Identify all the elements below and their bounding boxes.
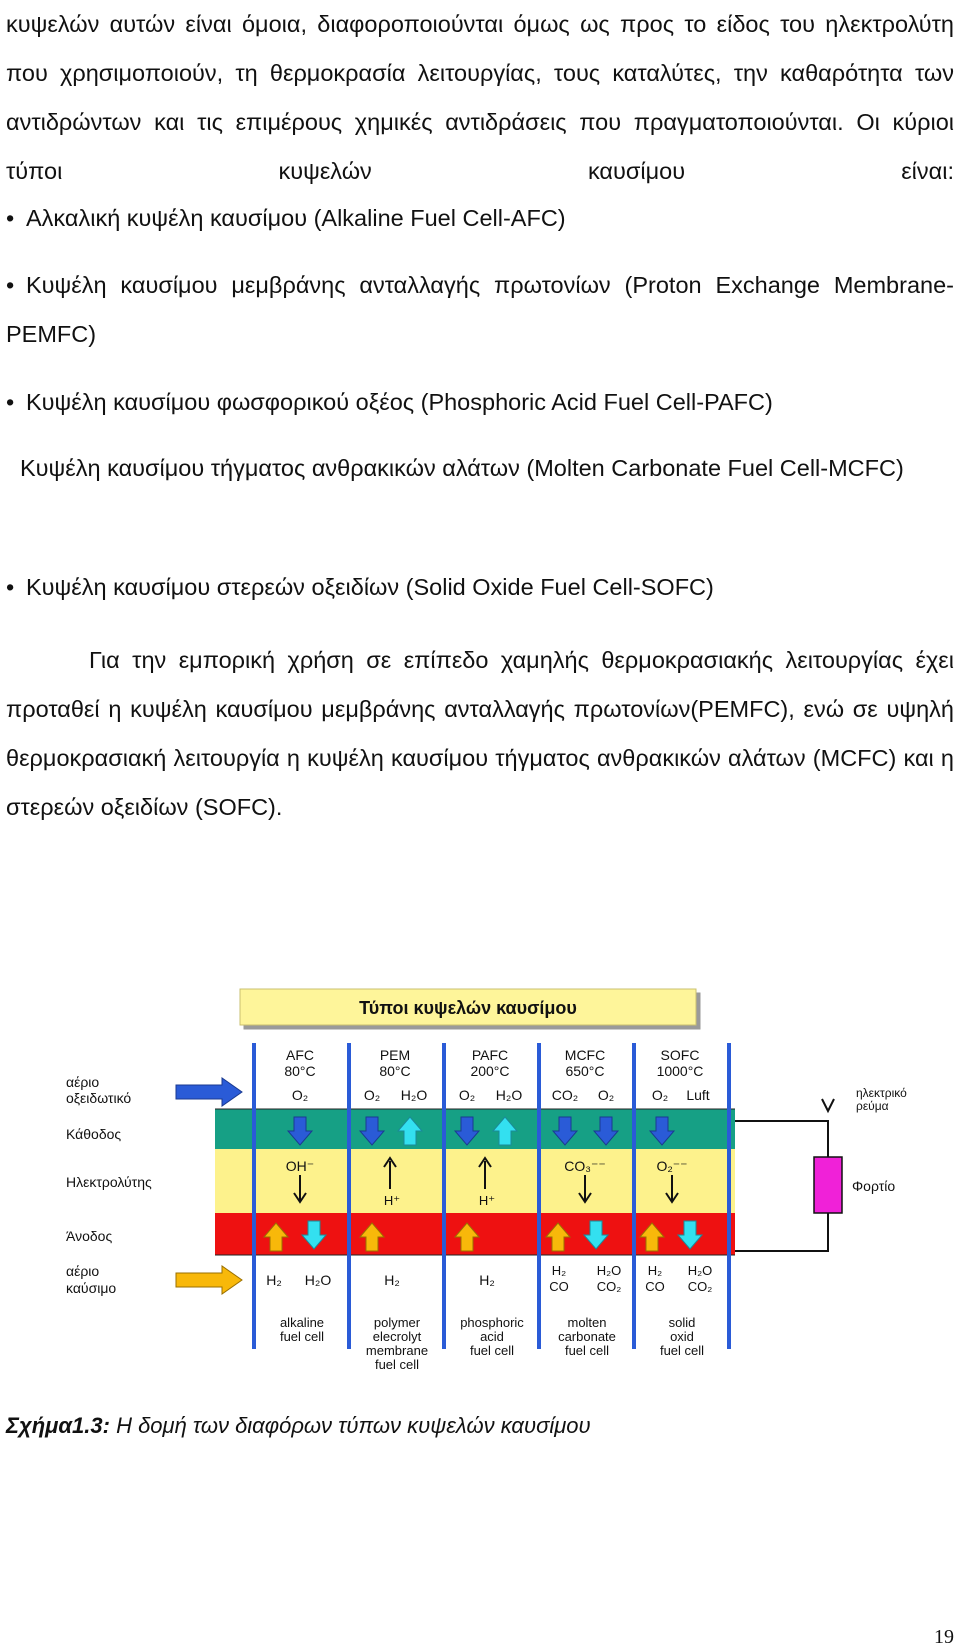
oxidant-input-arrow — [176, 1078, 242, 1106]
label-fuel-line2: καύσιμο — [66, 1280, 117, 1296]
column-description: solid — [668, 1315, 696, 1330]
bullet-dot — [0, 444, 20, 493]
intro-paragraph: κυψελών αυτών είναι όμοια, διαφοροποιούνται όμως ως προς το είδος του ηλεκτρολύτη που χρησιμοποιούν, τη θερμοκρασία λειτουργίας, τους καταλύτες, την καθαρότητα των αντιδρώντων και τις επιμέρους χημικές αντιδράσεις που πραγματοποιούνται. Οι κύριοι τύποι κυψελών καυσίμου είναι: — [6, 11, 954, 184]
column-temp: 200°C — [470, 1063, 510, 1079]
load-box — [814, 1157, 842, 1213]
fuel-species: H₂O — [687, 1263, 713, 1278]
bullet-text: Κυψέλη καυσίμου στερεών οξειδίων (Solid Oxide Fuel Cell-SOFC) — [26, 574, 714, 600]
column-name: AFC — [286, 1047, 314, 1063]
oxidant-species: O₂ — [363, 1087, 381, 1103]
fuel-species: CO — [549, 1279, 569, 1294]
ion-label: H⁺ — [478, 1193, 496, 1208]
column-description: elecrolyt — [372, 1329, 422, 1344]
fuel-species: H₂O — [596, 1263, 622, 1278]
column-description: fuel cell — [374, 1357, 420, 1372]
divider-line — [537, 1043, 541, 1349]
column-description: fuel cell — [564, 1343, 610, 1358]
oxidant-species: CO₂ — [551, 1087, 579, 1103]
caption-label: Σχήμα1.3: — [6, 1413, 110, 1438]
bullet-sofc — [6, 563, 714, 612]
divider-line — [727, 1043, 731, 1349]
oxidant-species: Luft — [686, 1087, 710, 1103]
fuel-species: CO — [645, 1279, 665, 1294]
column-name: SOFC — [660, 1047, 700, 1063]
bullet-dot: • — [6, 205, 15, 231]
bullet-text: Κυψέλη καυσίμου μεμβράνης ανταλλαγής πρωτονίων (Proton Exchange Membrane-PEMFC) — [6, 272, 954, 347]
oxidant-species: H₂O — [495, 1087, 523, 1103]
label-oxidant-line2: οξειδωτικό — [66, 1090, 132, 1106]
ion-label: CO₃⁻⁻ — [564, 1158, 606, 1174]
bullet-pafc — [6, 378, 773, 427]
label-fuel-line1: αέριο — [66, 1263, 100, 1279]
column-description: fuel cell — [279, 1329, 325, 1344]
column-name: PEM — [379, 1047, 411, 1063]
oxidant-species: H₂O — [400, 1087, 428, 1103]
column-temp: 80°C — [284, 1063, 316, 1079]
caption-text: Η δομή των διαφόρων τύπων κυψελών καυσίμου — [109, 1413, 591, 1438]
column-description: phosphoric — [460, 1315, 524, 1330]
column-temp: 1000°C — [656, 1063, 704, 1079]
oxidant-species: O₂ — [651, 1087, 669, 1103]
figure-caption — [6, 1413, 591, 1439]
bullet-text: Κυψέλη καυσίμου τήγματος ανθρακικών αλάτων (Molten Carbonate Fuel Cell-MCFC) — [20, 455, 904, 481]
label-current-line2: ρεύμα — [856, 1099, 889, 1113]
fuel-species: H₂ — [551, 1263, 567, 1278]
fuel-species: H₂ — [479, 1272, 495, 1288]
current-arrow — [822, 1099, 834, 1111]
column-description: fuel cell — [469, 1343, 515, 1358]
fuel-species: H₂ — [384, 1272, 400, 1288]
divider-line — [442, 1043, 446, 1349]
column-description: membrane — [365, 1343, 429, 1358]
fuel-species: CO₂ — [687, 1279, 713, 1294]
oxidant-species: O₂ — [291, 1087, 309, 1103]
column-name: PAFC — [471, 1047, 509, 1063]
label-load: Φορτίο — [852, 1178, 896, 1194]
label-oxidant-line1: αέριο — [66, 1074, 100, 1090]
divider-line — [632, 1043, 636, 1349]
conclusion-paragraph: Για την εμπορική χρήση σε επίπεδο χαμηλής θερμοκρασιακής λειτουργίας έχει προταθεί η κυψέλη καυσίμου μεμβράνης ανταλλαγής πρωτονίων(PEMFC), ενώ σε υψηλή θερμοκρασιακή λειτουργία η κυψέλη καυσίμου τήγματος ανθρακικών αλάτων (MCFC) και η στερεών οξειδίων (SOFC). — [6, 647, 954, 820]
divider-line — [347, 1043, 351, 1349]
page-number: 19 — [934, 1626, 954, 1648]
oxidant-species: O₂ — [597, 1087, 615, 1103]
column-description: alkaline — [279, 1315, 325, 1330]
column-description: acid — [480, 1329, 504, 1344]
bullet-dot: • — [6, 574, 15, 600]
fuel-input-arrow — [176, 1266, 242, 1294]
label-current-line1: ηλεκτρικό — [856, 1086, 907, 1100]
bullet-dot: • — [6, 389, 15, 415]
fuel-species: H₂ — [647, 1263, 663, 1278]
fuel-species: H₂ — [266, 1272, 282, 1288]
bullet-pemfc — [6, 261, 954, 359]
label-electrolyte: Ηλεκτρολύτης — [66, 1174, 152, 1190]
fuel-cell-types-figure — [0, 975, 960, 1395]
fuel-species: CO₂ — [596, 1279, 622, 1294]
figure-title: Τύποι κυψελών καυσίμου — [359, 998, 577, 1018]
column-name: MCFC — [564, 1047, 606, 1063]
column-temp: 80°C — [379, 1063, 411, 1079]
bullet-mcfc — [0, 444, 954, 493]
ion-label: O₂⁻⁻ — [656, 1158, 688, 1174]
bullet-text: Κυψέλη καυσίμου φωσφορικού οξέος (Phosphoric Acid Fuel Cell-PAFC) — [26, 389, 773, 415]
oxidant-species: O₂ — [458, 1087, 476, 1103]
column-description: molten — [567, 1315, 607, 1330]
divider-line — [252, 1043, 256, 1349]
ion-label: OH⁻ — [285, 1158, 315, 1174]
bullet-afc — [6, 194, 566, 243]
label-cathode: Κάθοδος — [66, 1126, 122, 1142]
column-description: carbonate — [558, 1329, 616, 1344]
fuel-species: H₂O — [304, 1272, 332, 1288]
ion-label: H⁺ — [383, 1193, 401, 1208]
column-temp: 650°C — [565, 1063, 605, 1079]
bullet-text: Αλκαλική κυψέλη καυσίμου (Alkaline Fuel Cell-AFC) — [26, 205, 566, 231]
column-description: oxid — [670, 1329, 694, 1344]
bullet-dot: • — [6, 272, 15, 298]
label-anode: Άνοδος — [66, 1228, 113, 1244]
column-description: fuel cell — [659, 1343, 705, 1358]
column-description: polymer — [373, 1315, 421, 1330]
